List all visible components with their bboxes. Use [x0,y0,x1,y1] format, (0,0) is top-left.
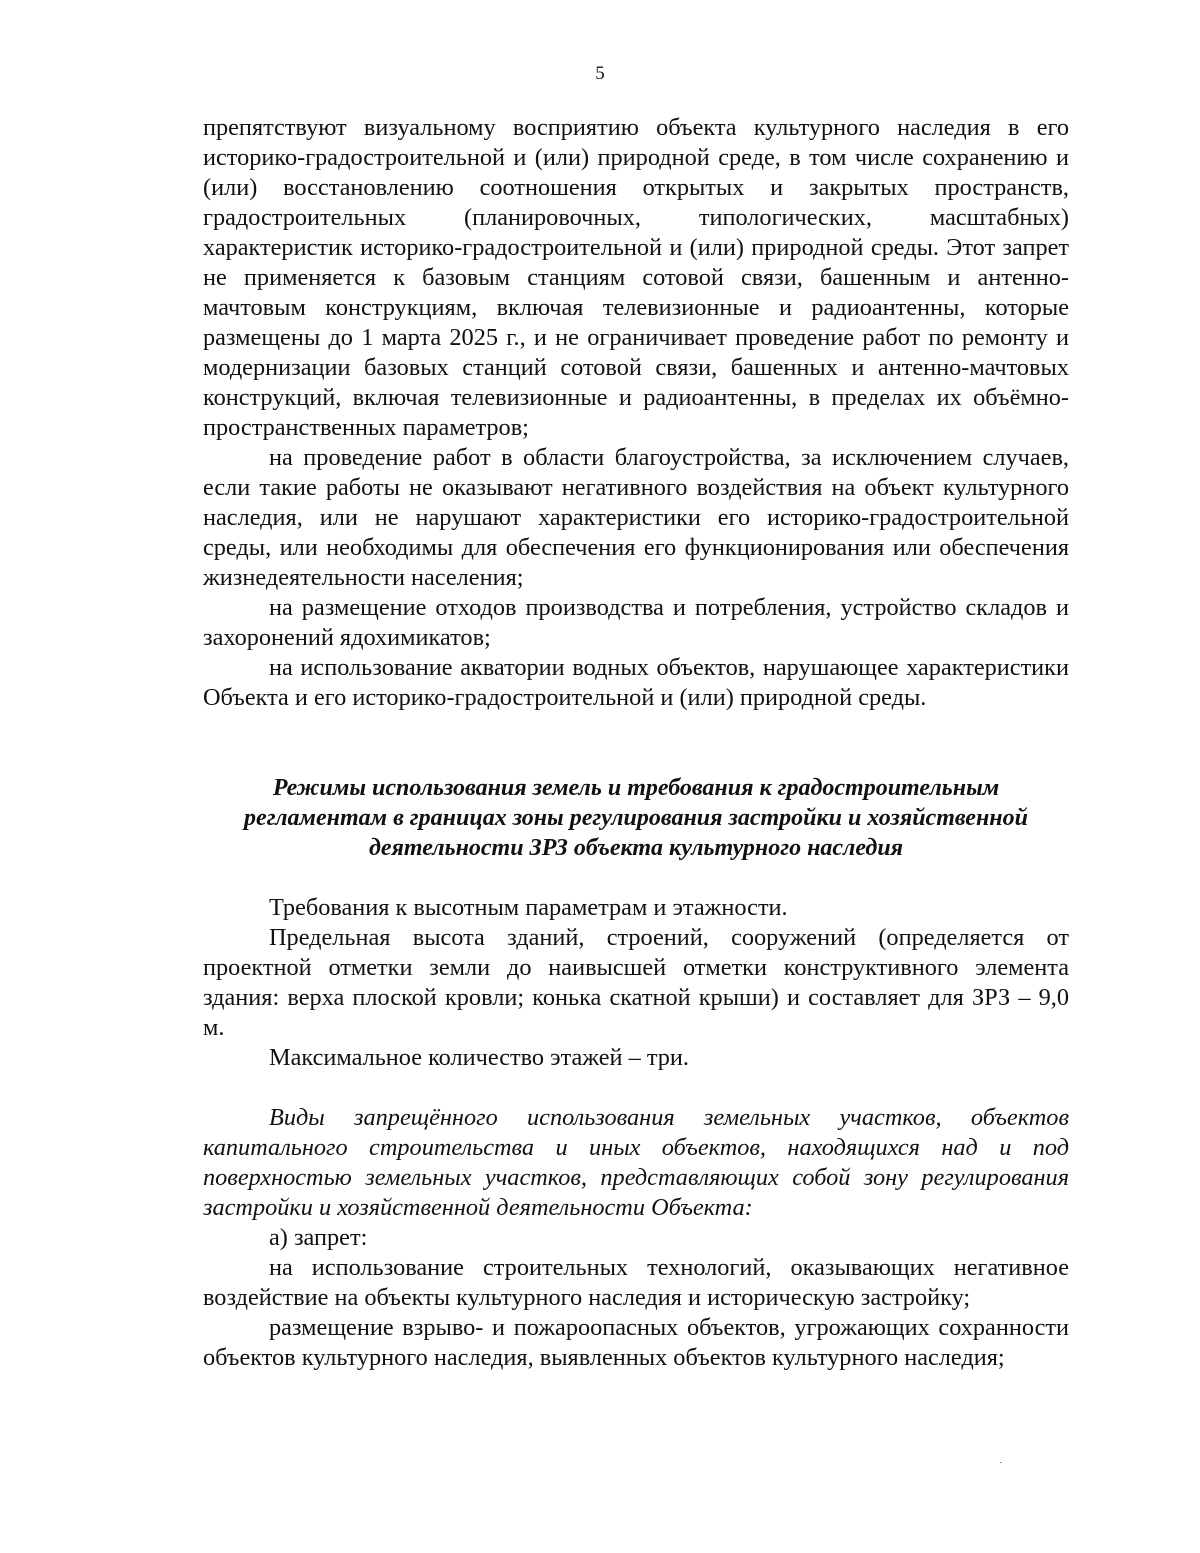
paragraph-water-area: на использование акватории водных объектов, нарушающее характеристики Объекта и его историко-градостроительной и (или) природной среды. [203,654,1069,711]
section-heading: Режимы использования земель и требования к градостроительным регламентам в границах зоны регулирования застройки и хозяйственной деятельности ЗРЗ объекта культурного наследия [244,775,1028,861]
paragraph-landscaping: на проведение работ в области благоустройства, за исключением случаев, если такие работы не оказывают негативного воздействия на объект культурного наследия, или не нарушают характеристики его историко-градостроительной среды, или необходимы для обеспечения его функционирования или обеспечения жизнедеятельности населения; [203,444,1069,591]
item-explosive-objects: размещение взрыво- и пожароопасных объектов, угрожающих сохранности объектов культурного наследия, выявленных объектов культурного наследия; [203,1314,1069,1371]
item-a-prohibition: а) запрет: [269,1224,368,1251]
page-number: 5 [595,63,605,84]
height-limit-paragraph: Предельная высота зданий, строений, сооружений (определяется от проектной отметки земли до наивысшей отметки конструктивного элемента здания: верха плоской кровли; конька скатной крыши) и составляет для ЗРЗ – 9,0 м. [203,924,1069,1041]
prohibited-uses-heading: Виды запрещённого использования земельных участков, объектов капитального строительства и иных объектов, находящихся над и под поверхностью земельных участков, представляющих собой зону регулирования застройки и хозяйственной деятельности Объекта: [203,1104,1069,1221]
paragraph-waste-disposal: на размещение отходов производства и потребления, устройство складов и захоронений ядохимикатов; [203,594,1069,651]
paragraph-visual-perception: препятствуют визуальному восприятию объекта культурного наследия в его историко-градостроительной и (или) природной среде, в том числе сохранению и (или) восстановлению соотношения открытых и закрытых пространств, градостроительных (планировочных, типологических, масштабных) характеристик историко-градостроительной и (или) природной среды. Этот запрет не применяется к базовым станциям сотовой связи, башенным и антенно-мачтовым конструкциям, включая телевизионные и радиоантенны, которые размещены до 1 марта 2025 г., и не ограничивает проведение работ по ремонту и модернизации базовых станций сотовой связи, башенных и антенно-мачтовых конструкций, включая телевизионные и радиоантенны, в пределах их объёмно-пространственных параметров; [203,114,1069,441]
prohibited-uses-heading-block [203,1103,1069,1223]
prohibited-uses-list [203,1223,1069,1373]
height-requirements-intro: Требования к высотным параметрам и этажности. [269,894,788,921]
max-floors-paragraph: Максимальное количество этажей – три. [269,1044,689,1071]
item-construction-technologies: на использование строительных технологий, оказывающих негативное воздействие на объекты культурного наследия и историческую застройку; [203,1254,1069,1311]
text-block-restrictions [203,113,1069,713]
height-requirements-block [203,893,1069,1073]
scan-speck [1000,1462,1002,1463]
section-heading-block [203,773,1069,863]
